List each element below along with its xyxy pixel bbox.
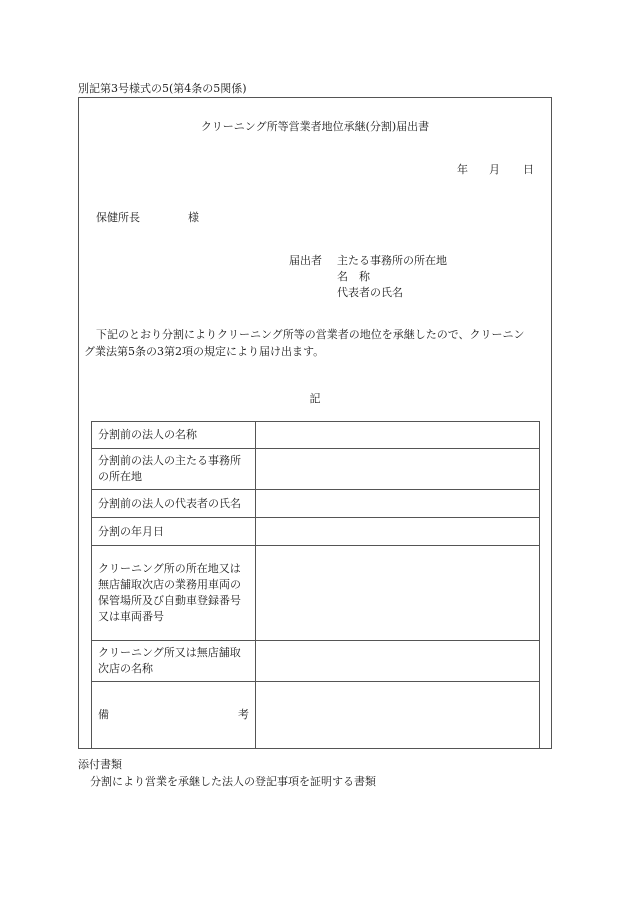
notifier-label: 届出者 [289,254,322,267]
notifier-address-label: 主たる事務所の所在地 [337,254,447,267]
row-value-field[interactable] [256,422,540,449]
row-label: 分割の年月日 [92,518,256,546]
body-text-line-1: 下記のとおり分割によりクリーニング所等の営業者の地位を承継したので、クリーニン [96,328,525,341]
form-title: クリーニング所等営業者地位承継(分割)届出書 [200,120,430,133]
body-text-line-2: グ業法第5条の3第2項の規定により届け出ます。 [84,345,325,358]
table-row-remarks [92,682,540,749]
addressee-office: 保健所長 [96,211,140,224]
remarks-label-left: 備 [98,708,109,721]
row-label: 分割前の法人の主たる事務所の所在地 [92,449,256,490]
row-value-field[interactable] [256,546,540,641]
table-row [92,518,540,546]
remarks-label-right: 考 [238,708,249,721]
row-label: クリーニング所の所在地又は無店舗取次店の業務用車両の保管場所及び自動車登録番号又は車両番号 [92,546,256,641]
form-number-label: 別記第3号様式の5(第4条の5関係) [78,82,247,95]
form-table [91,421,540,749]
table-row [92,641,540,682]
notifier-name-label: 名 称 [337,270,370,283]
table-row [92,546,540,641]
row-value-field[interactable] [256,641,540,682]
remarks-value-field[interactable] [256,682,540,749]
remarks-label [92,682,256,749]
date-month: 月 [489,163,500,176]
row-label: 分割前の法人の名称 [92,422,256,449]
attachments-heading: 添付書類 [78,758,122,771]
row-value-field[interactable] [256,490,540,518]
date-year: 年 [457,163,468,176]
row-label: クリーニング所又は無店舗取次店の名称 [92,641,256,682]
table-row [92,449,540,490]
table-row [92,490,540,518]
date-day: 日 [523,163,534,176]
attachments-item: 分割により営業を承継した法人の登記事項を証明する書類 [90,775,376,788]
row-label: 分割前の法人の代表者の氏名 [92,490,256,518]
ki-heading: 記 [309,392,321,405]
notifier-representative-label: 代表者の氏名 [337,286,403,299]
table-row [92,422,540,449]
row-value-field[interactable] [256,518,540,546]
addressee-honorific: 様 [188,211,199,224]
row-value-field[interactable] [256,449,540,490]
